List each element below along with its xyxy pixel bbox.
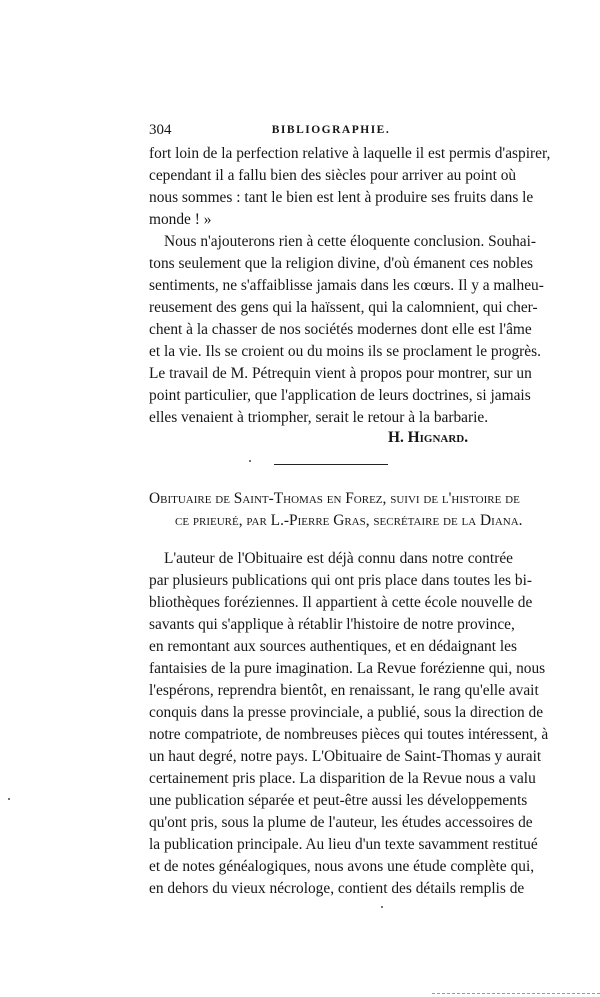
text-line: certainement pris place. La disparition de la Revue nous a valu bbox=[149, 770, 536, 787]
text-line: fort loin de la perfection relative à laquelle il est permis d'aspirer, bbox=[149, 145, 551, 162]
text-line: qu'ont pris, sous la plume de l'auteur, les études accessoires de bbox=[149, 814, 533, 831]
text-line: tons seulement que la religion divine, d'où émanent ces nobles bbox=[149, 255, 534, 272]
running-title: BIBLIOGRAPHIE. bbox=[271, 124, 391, 136]
heading-line: Obituaire de Saint-Thomas en Forez, suivi de l'histoire de bbox=[149, 490, 520, 507]
text-line: Le travail de M. Pétrequin vient à propos pour montrer, sur un bbox=[149, 365, 532, 382]
scan-speck bbox=[8, 798, 10, 800]
text-line: sentiments, ne s'affaiblisse jamais dans les cœurs. Il y a malheu- bbox=[149, 277, 544, 294]
text-line: point particulier, que l'application de leurs doctrines, si jamais bbox=[149, 387, 531, 404]
text-line: notre compatriote, de nombreuses pièces qui toutes intéressent, à bbox=[149, 726, 549, 743]
text-line: elles venaient à triompher, serait le retour à la barbarie. bbox=[149, 409, 489, 426]
page-number: 304 bbox=[149, 122, 172, 138]
scan-speck bbox=[381, 906, 383, 908]
text-line: fantaisies de la pure imagination. La Revue forézienne qui, nous bbox=[149, 660, 546, 677]
text-line: et de notes généalogiques, nous avons une étude complète qui, bbox=[149, 858, 535, 875]
text-line: chent à la chasser de nos sociétés modernes dont elle est l'âme bbox=[149, 321, 532, 338]
page-edge bbox=[432, 993, 600, 994]
text-line: cependant il a fallu bien des siècles pour arriver au point où bbox=[149, 167, 517, 184]
signature: H. Hignard. bbox=[388, 429, 469, 446]
text-line: en remontant aux sources authentiques, et en dédaignant les bbox=[149, 638, 517, 655]
text-line: reusement des gens qui la haïssent, qui la calomnient, qui cher- bbox=[149, 299, 538, 316]
text-line: bliothèques foréziennes. Il appartient à cette école nouvelle de bbox=[149, 594, 533, 611]
text-line: une publication séparée et peut-être aussi les développements bbox=[149, 792, 528, 809]
text-line: monde ! » bbox=[149, 211, 212, 228]
text-line: savants qui s'applique à rétablir l'histoire de notre province, bbox=[149, 616, 515, 633]
scan-speck bbox=[249, 460, 251, 462]
text-line: et la vie. Ils se croient ou du moins ils se proclament le progrès. bbox=[149, 343, 541, 360]
text-line: par plusieurs publications qui ont pris place dans toutes les bi- bbox=[149, 572, 532, 589]
text-line: nous sommes : tant le bien est lent à produire ses fruits dans le bbox=[149, 189, 534, 206]
text-line: Nous n'ajouterons rien à cette éloquente conclusion. Souhai- bbox=[164, 233, 537, 250]
text-line: en dehors du vieux nécrologe, contient des détails remplis de bbox=[149, 880, 525, 897]
text-line: L'auteur de l'Obituaire est déjà connu dans notre contrée bbox=[164, 550, 513, 567]
heading-line: ce prieuré, par L.-Pierre Gras, secrétaire de la Diana. bbox=[175, 512, 523, 529]
page-header bbox=[149, 122, 513, 142]
section-divider bbox=[274, 464, 388, 465]
text-line: conquis dans la presse provinciale, a publié, sous la direction de bbox=[149, 704, 544, 721]
text-line: la publication principale. Au lieu d'un texte savamment restitué bbox=[149, 836, 538, 853]
text-line: l'espérons, reprendra bientôt, en renaissant, le rang qu'elle avait bbox=[149, 682, 539, 699]
text-line: un haut degré, notre pays. L'Obituaire de Saint-Thomas y aurait bbox=[149, 748, 542, 765]
